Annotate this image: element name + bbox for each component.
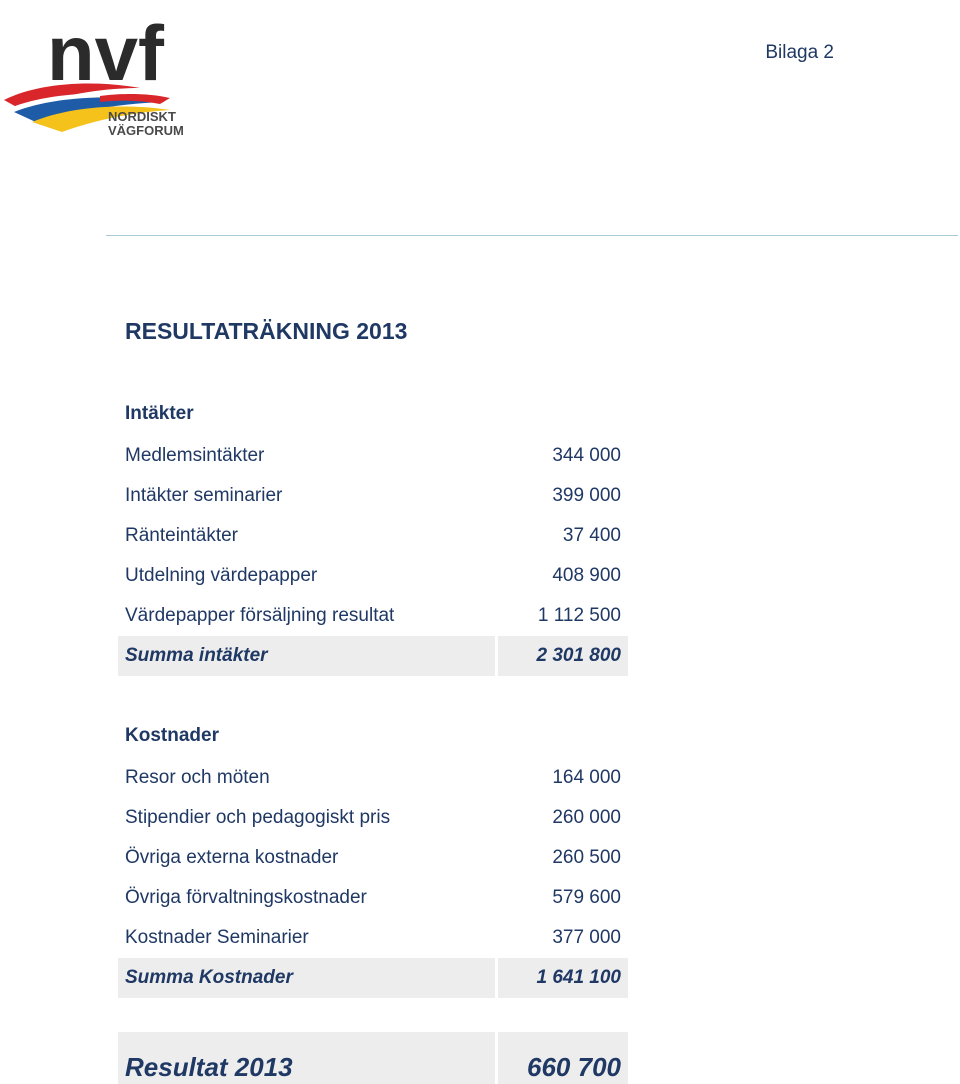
cost-label: Övriga externa kostnader <box>125 847 339 868</box>
income-value: 408 900 <box>552 565 621 586</box>
costs-table <box>118 758 628 998</box>
cost-value: 579 600 <box>552 887 621 908</box>
income-row <box>118 436 628 476</box>
cost-value: 260 000 <box>552 807 621 828</box>
income-row <box>118 476 628 516</box>
cost-row <box>118 758 628 798</box>
cost-value: 377 000 <box>552 927 621 948</box>
costs-total-row <box>118 958 628 998</box>
cost-label: Övriga förvaltningskostnader <box>125 887 367 908</box>
result-label: Resultat 2013 <box>125 1052 293 1082</box>
income-value: 399 000 <box>552 485 621 506</box>
result-row <box>118 1032 628 1084</box>
income-heading: Intäkter <box>125 403 194 424</box>
cost-row <box>118 798 628 838</box>
cost-label: Kostnader Seminarier <box>125 927 309 948</box>
cost-row <box>118 918 628 958</box>
income-total-label: Summa intäkter <box>125 645 268 666</box>
cost-value: 260 500 <box>552 847 621 868</box>
income-label: Medlemsintäkter <box>125 445 265 466</box>
logo-subtitle-line2: VÄGFORUM <box>108 123 184 138</box>
result-value: 660 700 <box>527 1052 621 1082</box>
cost-row <box>118 838 628 878</box>
income-value: 37 400 <box>562 525 621 546</box>
costs-total-label: Summa Kostnader <box>125 967 293 988</box>
income-total-value: 2 301 800 <box>536 645 621 666</box>
costs-total-value: 1 641 100 <box>536 967 621 988</box>
income-value: 1 112 500 <box>537 605 621 626</box>
cost-label: Resor och möten <box>125 767 270 788</box>
income-row <box>118 516 628 556</box>
logo-subtitle-line1: NORDISKT <box>108 109 176 124</box>
nvf-logo <box>0 0 200 140</box>
report-title: RESULTATRÄKNING 2013 <box>125 318 408 344</box>
income-table <box>118 436 628 676</box>
income-row <box>118 596 628 636</box>
costs-heading: Kostnader <box>125 725 219 746</box>
income-label: Utdelning värdepapper <box>125 565 318 586</box>
income-label: Ränteintäkter <box>125 525 239 546</box>
income-total-row <box>118 636 628 676</box>
income-value: 344 000 <box>552 445 621 466</box>
header-divider <box>106 235 958 236</box>
income-label: Intäkter seminarier <box>125 485 283 506</box>
cost-row <box>118 878 628 918</box>
attachment-label: Bilaga 2 <box>765 42 834 63</box>
income-label: Värdepapper försäljning resultat <box>125 605 395 626</box>
logo-wordmark: nvf <box>47 9 164 97</box>
cost-value: 164 000 <box>552 767 621 788</box>
cost-label: Stipendier och pedagogiskt pris <box>125 807 391 828</box>
income-row <box>118 556 628 596</box>
